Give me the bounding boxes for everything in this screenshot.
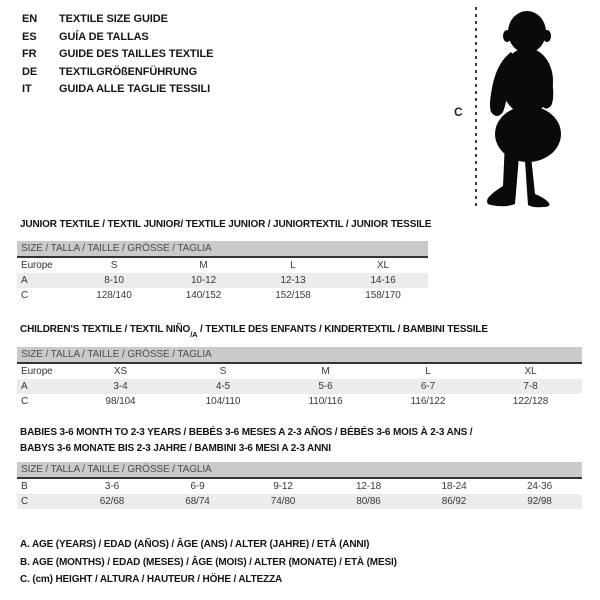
table-cell: 14-16: [338, 273, 428, 288]
table-cell: L: [425, 366, 431, 377]
size-header-bar: SIZE / TALLA / TAILLE / GRÖSSE / TAGLIA: [17, 462, 582, 477]
table-cell: 18-24: [441, 481, 467, 492]
table-cell: 5-6: [274, 379, 377, 394]
language-code: EN: [22, 13, 38, 25]
table-cell: C: [21, 396, 29, 407]
table-cell: B: [21, 481, 28, 492]
table-cell: M: [199, 260, 208, 271]
table-cell: A: [17, 273, 69, 288]
table-row: [17, 394, 582, 409]
language-row: [22, 29, 213, 47]
table-row: [17, 494, 582, 509]
junior-table: [17, 258, 428, 303]
legend-line-c: C. (cm) HEIGHT / ALTURA / HAUTEUR / HÖHE / ALTEZZA: [20, 574, 283, 585]
table-cell: 86/92: [411, 494, 497, 509]
title-text: CHILDREN'S TEXTILE / TEXTIL NIÑO: [20, 324, 191, 335]
table-cell: 158/170: [365, 290, 401, 301]
table-cell: 10-12: [159, 273, 248, 288]
table-cell: 92/98: [497, 494, 582, 509]
table-cell: Europe: [21, 366, 53, 377]
table-cell: 3-4: [69, 379, 172, 394]
language-label: GUIDE DES TAILLES TEXTILE: [59, 48, 214, 60]
table-cell: 80/86: [326, 494, 411, 509]
table-row: [17, 258, 428, 273]
table-row: [17, 379, 582, 394]
size-table-junior: [17, 241, 428, 303]
language-label: TEXTILGRÖßENFÜHRUNG: [59, 65, 198, 78]
table-cell: 128/140: [96, 290, 132, 301]
table-cell: 68/74: [155, 494, 240, 509]
table-cell: 152/158: [275, 290, 311, 301]
table-cell: 8-10: [69, 273, 159, 288]
children-table: [17, 364, 582, 409]
section-title-junior: JUNIOR TEXTILE / TEXTIL JUNIOR/ TEXTILE JUNIOR / JUNIORTEXTIL / JUNIOR TESSILE: [20, 219, 432, 230]
table-cell: 122/128: [512, 396, 549, 407]
table-cell: 12-18: [355, 481, 382, 492]
language-label: GUIDA ALLE TAGLIE TESSILI: [59, 83, 211, 95]
table-cell: 6-9: [190, 481, 205, 492]
language-label: TEXTILE SIZE GUIDE: [59, 13, 168, 25]
height-measure-line: [475, 7, 477, 207]
table-row: [17, 364, 582, 379]
table-cell: 7-8: [479, 379, 582, 394]
language-code: IT: [22, 83, 32, 95]
table-cell: XL: [524, 366, 537, 377]
language-row: [22, 81, 213, 99]
baby-silhouette-icon: [483, 6, 571, 208]
table-cell: 12-13: [248, 273, 338, 288]
language-list: [22, 11, 213, 99]
height-measure-label: C: [454, 105, 463, 119]
table-cell: 98/104: [105, 396, 136, 407]
measurement-legend: [20, 536, 397, 589]
table-cell: S: [110, 260, 118, 271]
table-row: [17, 273, 428, 288]
table-row: [17, 479, 582, 494]
table-cell: A: [17, 379, 69, 394]
size-header-bar: SIZE / TALLA / TAILLE / GRÖSSE / TAGLIA: [17, 347, 582, 362]
table-cell: 110/116: [308, 396, 343, 407]
language-code: DE: [22, 65, 38, 78]
table-cell: 24-36: [526, 481, 553, 492]
section-title-babies: [20, 425, 472, 457]
legend-line-a: A. AGE (YEARS) / EDAD (AÑOS) / ÂGE (ANS) / ALTER (JAHRE) / ETÀ (ANNI): [20, 539, 370, 550]
table-cell: S: [219, 366, 227, 377]
title-line-2: BABYS 3-6 MONATE BIS 2-3 JAHRE / BAMBINI 3-6 MESI A 2-3 ANNI: [20, 443, 331, 454]
table-cell: L: [290, 260, 296, 271]
language-code: FR: [22, 48, 37, 60]
table-cell: 9-12: [273, 481, 293, 492]
language-row: [22, 11, 213, 29]
table-cell: 140/152: [185, 290, 222, 301]
table-cell: 104/110: [205, 396, 241, 407]
legend-line-b: B. AGE (MONTHS) / EDAD (MESES) / ÂGE (MOIS) / ALTER (MONATE) / ETÀ (MESI): [20, 556, 397, 568]
table-cell: 62/68: [69, 494, 155, 509]
table-cell: XL: [376, 260, 390, 271]
language-code: ES: [22, 30, 37, 43]
table-cell: C: [21, 290, 29, 301]
title-subscript: /A: [190, 330, 198, 339]
table-row: [17, 288, 428, 303]
table-cell: 3-6: [104, 481, 120, 492]
language-row: [22, 46, 213, 64]
table-cell: 116/122: [410, 396, 446, 407]
size-header-bar: SIZE / TALLA / TAILLE / GRÖSSE / TAGLIA: [17, 241, 428, 256]
language-row: [22, 64, 213, 82]
title-line-1: BABIES 3-6 MONTH TO 2-3 YEARS / BEBÉS 3-6 MESES A 2-3 AÑOS / BÉBÉS 3-6 MOIS À 2-3 ANS /: [20, 427, 473, 438]
table-cell: 74/80: [240, 494, 326, 509]
table-cell: M: [321, 366, 330, 377]
table-cell: 4-5: [172, 379, 274, 394]
size-table-babies: [17, 462, 582, 509]
table-cell: 6-7: [377, 379, 479, 394]
section-title-children: [20, 322, 488, 341]
table-cell: C: [17, 494, 69, 509]
language-label: GUÍA DE TALLAS: [59, 30, 149, 43]
table-cell: XS: [113, 366, 128, 377]
babies-table: [17, 479, 582, 509]
title-text: / TEXTILE DES ENFANTS / KINDERTEXTIL / BAMBINI TESSILE: [197, 324, 488, 335]
table-cell: Europe: [21, 260, 53, 271]
size-table-children: [17, 347, 582, 409]
